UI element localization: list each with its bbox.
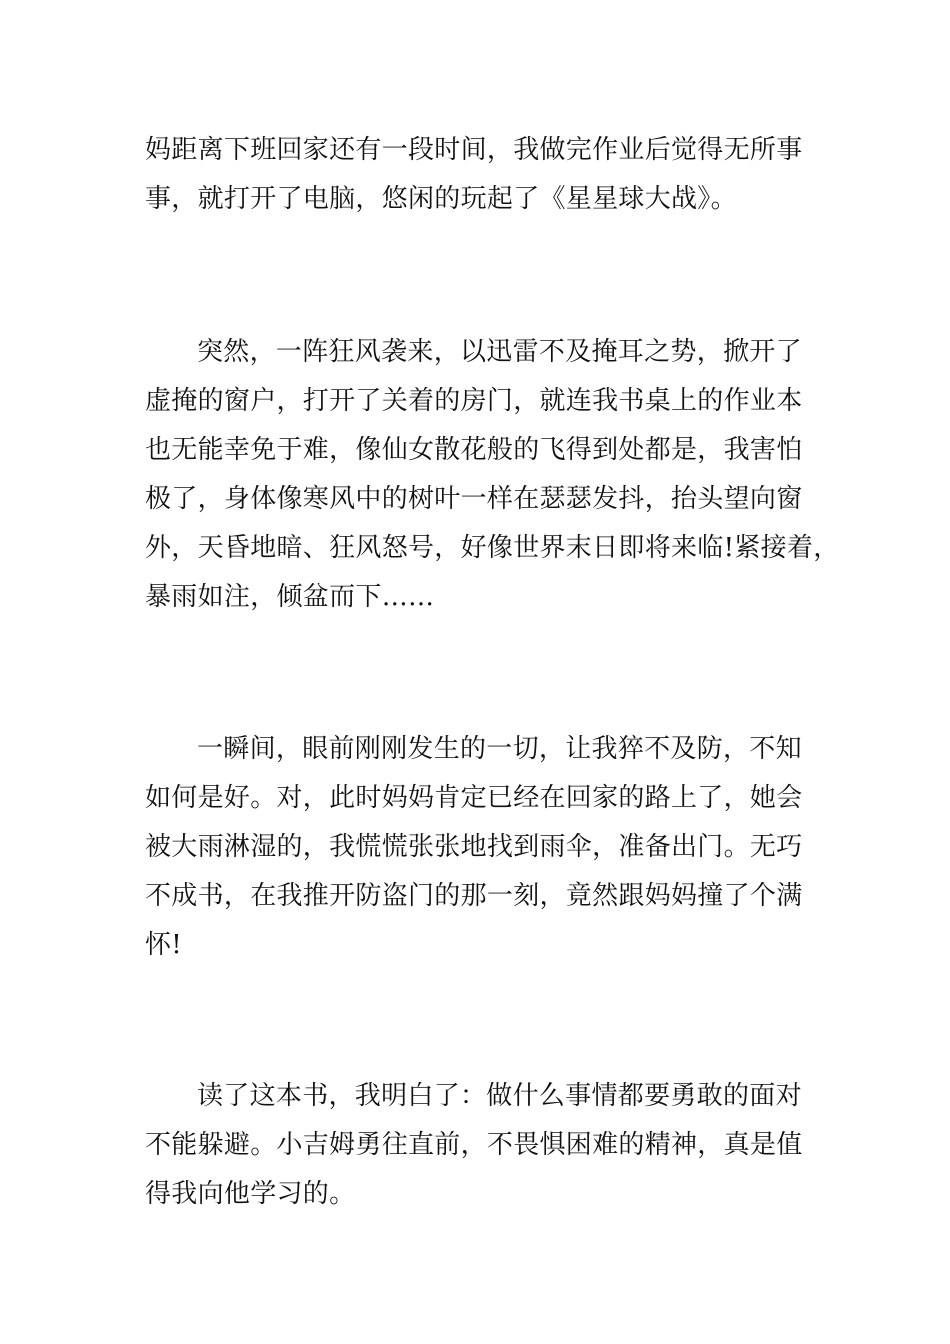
paragraph-3-line-2: 如何是好。对，此时妈妈肯定已经在回家的路上了，她会 — [145, 783, 803, 813]
paragraph-3-line-5: 怀! — [145, 930, 183, 960]
paragraph-2-line-3: 也无能幸免于难，像仙女散花般的飞得到处都是，我害怕 — [145, 435, 803, 465]
paragraph-1-line-2: 事，就打开了电脑，悠闲的玩起了《星星球大战》。 — [145, 184, 737, 214]
paragraph-2-line-4: 极了，身体像寒风中的树叶一样在瑟瑟发抖，抬头望向窗 — [145, 484, 803, 514]
paragraph-3-line-1: 一瞬间，眼前刚刚发生的一切，让我猝不及防，不知 — [197, 734, 802, 764]
paragraph-3-line-4: 不成书，在我推开防盗门的那一刻，竟然跟妈妈撞了个满 — [145, 881, 803, 911]
paragraph-2-line-6: 暴雨如注，倾盆而下…… — [145, 582, 435, 612]
paragraph-4-line-1: 读了这本书，我明白了：做什么事情都要勇敢的面对 — [197, 1081, 802, 1111]
paragraph-3-line-3: 被大雨淋湿的，我慌慌张张地找到雨伞，准备出门。无巧 — [145, 832, 803, 862]
paragraph-1-line-1: 妈距离下班回家还有一段时间，我做完作业后觉得无所事 — [145, 135, 803, 165]
paragraph-2-line-2: 虚掩的窗户，打开了关着的房门，就连我书桌上的作业本 — [145, 386, 803, 416]
paragraph-2-line-5: 外，天昏地暗、狂风怒号，好像世界末日即将来临!紧接着， — [145, 533, 840, 563]
paragraph-4-line-2: 不能躲避。小吉姆勇往直前，不畏惧困难的精神，真是值 — [145, 1130, 803, 1160]
paragraph-2-line-1: 突然，一阵狂风袭来，以迅雷不及掩耳之势，掀开了 — [197, 337, 802, 367]
paragraph-4-line-3: 得我向他学习的。 — [145, 1179, 356, 1209]
